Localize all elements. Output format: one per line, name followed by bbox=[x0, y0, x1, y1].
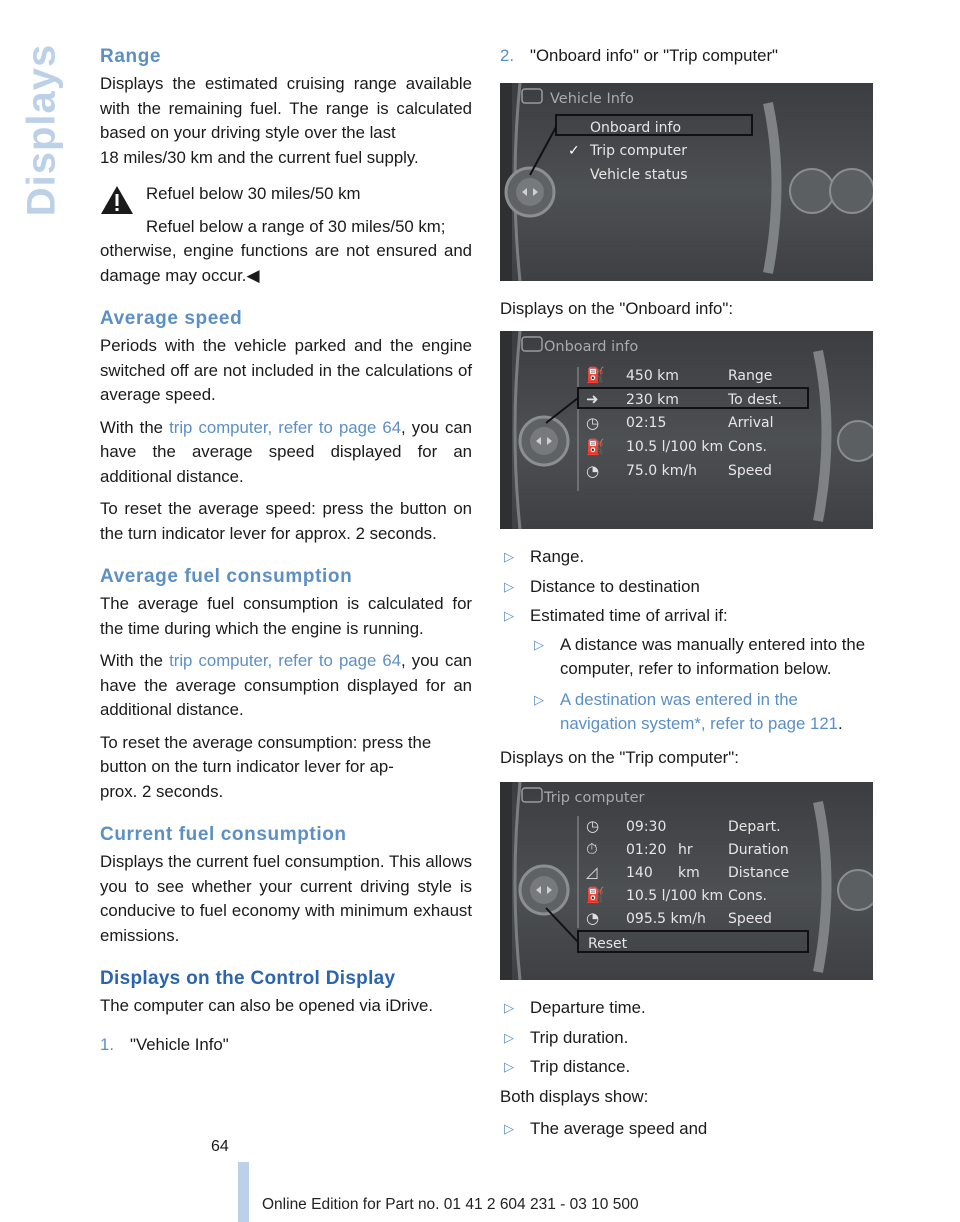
range-value: 450 km bbox=[626, 368, 679, 384]
duration-label: Duration bbox=[728, 842, 789, 858]
screen-title: Vehicle Info bbox=[550, 90, 634, 107]
speed-label: Speed bbox=[728, 911, 772, 927]
right-column bbox=[500, 44, 872, 1147]
consumption-label: Cons. bbox=[728, 888, 767, 904]
fuel-consumption-icon: ⛽ bbox=[586, 886, 605, 904]
warning-line: Refuel below a range of 30 miles/50 km; bbox=[146, 216, 446, 236]
range-paragraph: Displays the estimated cruising range available with the remaining fuel. The range is calculated based on your driving style over the last 18 miles/30 km and the current fuel supply. bbox=[100, 74, 472, 167]
list-item: ▷ A distance was manually entered into the computer, refer to information below. bbox=[534, 634, 866, 678]
fuel-consumption-icon: ⛽ bbox=[586, 438, 605, 456]
trip-computer-screen bbox=[500, 782, 873, 980]
arrival-label: Arrival bbox=[728, 415, 774, 431]
average-fuel-heading: Average fuel consumption bbox=[100, 566, 353, 587]
warning-continuation: otherwise, engine functions are not ensured and damage may occur.◀ bbox=[100, 241, 472, 285]
average-speed-paragraph-1: Periods with the vehicle parked and the engine switched off are not included in the calculations of average speed. bbox=[100, 336, 472, 404]
departure-value: 09:30 bbox=[626, 819, 667, 835]
reset-button[interactable]: Reset bbox=[588, 936, 628, 952]
distance-label: Distance bbox=[728, 865, 790, 881]
trip-computer-link[interactable]: trip computer, refer to page 64 bbox=[169, 651, 402, 670]
trip-computer-intro: Displays on the "Trip computer": bbox=[500, 747, 739, 767]
speed-value: 095.5 km/h bbox=[626, 911, 706, 927]
list-item: ▷ Estimated time of arrival if: ▷ A distance was manually entered into the computer, refer to information below. ▷ A destination was entered in the navigation system*, refer to page 121. bbox=[500, 604, 872, 743]
list-item: ▷ Distance to destination bbox=[504, 576, 700, 596]
average-fuel-paragraph-1: The average fuel consumption is calculated for the time during which the engine is running. bbox=[100, 594, 472, 638]
menu-item-vehicle-status[interactable]: Vehicle status bbox=[590, 166, 688, 183]
arrival-value: 02:15 bbox=[626, 415, 667, 431]
menu-item-onboard-info[interactable]: Onboard info bbox=[590, 119, 682, 136]
speed-label: Speed bbox=[728, 463, 772, 479]
control-display-paragraph: The computer can also be opened via iDrive. bbox=[100, 996, 434, 1015]
range-label: Range bbox=[728, 368, 773, 384]
onboard-info-intro: Displays on the "Onboard info": bbox=[500, 298, 733, 318]
range-heading: Range bbox=[100, 46, 162, 67]
control-display-heading: Displays on the Control Display bbox=[100, 968, 396, 989]
distance-icon: ◿ bbox=[586, 863, 598, 881]
menu-item-trip-computer[interactable]: Trip computer bbox=[590, 142, 687, 159]
average-fuel-paragraph-3: To reset the average consumption: press the button on the turn indicator lever for ap- prox. 2 seconds. bbox=[100, 732, 432, 801]
list-item: ▷ Trip distance. bbox=[504, 1057, 631, 1076]
list-item: ▷ The average speed and bbox=[504, 1119, 708, 1138]
consumption-label: Cons. bbox=[728, 439, 767, 455]
average-speed-paragraph-2: With the trip computer, refer to page 64, you can have the average speed displayed for an additional distance. bbox=[100, 417, 473, 486]
list-item: ▷ A destination was entered in the navigation system*, refer to page 121. bbox=[534, 689, 843, 733]
fuel-pump-icon: ⛽ bbox=[586, 366, 605, 384]
average-speed-heading: Average speed bbox=[100, 308, 243, 329]
edition-footer: Online Edition for Part no. 01 41 2 604 231 - 03 10 500 bbox=[262, 1196, 639, 1213]
destination-arrow-icon: ➜ bbox=[586, 390, 599, 408]
list-item: ▷ Trip duration. bbox=[504, 1027, 629, 1047]
section-tab bbox=[19, 40, 64, 220]
list-item: ▷ Departure time. bbox=[504, 998, 646, 1017]
vehicle-info-screen bbox=[500, 83, 873, 281]
warning-block bbox=[100, 182, 472, 247]
both-bullets bbox=[500, 1117, 872, 1142]
navigation-link[interactable]: A destination was entered in the navigation system*, refer to page 121 bbox=[560, 689, 838, 733]
step-text: "Onboard info" or "Trip computer" bbox=[530, 46, 778, 65]
average-speed-paragraph-3: To reset the average speed: press the button on the turn indicator lever for approx. 2 seconds. bbox=[100, 499, 472, 543]
footer-bar bbox=[238, 1162, 249, 1222]
onboard-info-screen bbox=[500, 331, 873, 529]
departure-clock-icon: ◷ bbox=[586, 817, 600, 835]
to-dest-value: 230 km bbox=[626, 392, 679, 408]
trip-computer-link[interactable]: trip computer, refer to page 64 bbox=[169, 417, 402, 437]
onboard-bullets bbox=[500, 545, 872, 743]
current-fuel-paragraph: Displays the current fuel consumption. This allows you to see whether your current driving style is conducive to fuel economy with minimum exhaust emissions. bbox=[100, 852, 472, 945]
screen-title: Onboard info bbox=[544, 339, 639, 355]
check-icon: ✓ bbox=[568, 142, 580, 159]
duration-value: 01:20 bbox=[626, 842, 667, 858]
screen-title: Trip computer bbox=[544, 790, 645, 806]
arrival-conditions bbox=[530, 633, 872, 737]
to-dest-label: To dest. bbox=[728, 392, 782, 408]
stopwatch-icon: ⏱ bbox=[586, 840, 598, 858]
step-1 bbox=[100, 1033, 472, 1058]
consumption-value: 10.5 l/100 km bbox=[626, 439, 724, 455]
speedometer-icon: ◔ bbox=[586, 462, 600, 480]
both-displays-text: Both displays show: bbox=[500, 1086, 649, 1106]
warning-title: Refuel below 30 miles/50 km bbox=[146, 184, 361, 203]
consumption-value: 10.5 l/100 km bbox=[626, 888, 724, 904]
step-2 bbox=[500, 44, 872, 69]
speedometer-icon: ◔ bbox=[586, 909, 600, 927]
warning-triangle-icon bbox=[100, 185, 134, 215]
section-tab-label: Displays bbox=[19, 43, 64, 217]
left-column bbox=[100, 44, 472, 1057]
step-number: 2. bbox=[500, 46, 514, 65]
speed-value: 75.0 km/h bbox=[626, 463, 697, 479]
current-fuel-heading: Current fuel consumption bbox=[100, 824, 347, 845]
average-fuel-paragraph-2: With the trip computer, refer to page 64, you can have the average consumption displayed for an additional distance. bbox=[100, 651, 473, 719]
distance-unit: km bbox=[678, 865, 700, 881]
page-number: 64 bbox=[211, 1138, 229, 1155]
duration-unit: hr bbox=[678, 842, 693, 858]
departure-label: Depart. bbox=[728, 819, 781, 835]
clock-icon: ◷ bbox=[586, 414, 600, 432]
list-item: ▷ Range. bbox=[504, 547, 585, 566]
step-text: "Vehicle Info" bbox=[130, 1034, 229, 1054]
step-number: 1. bbox=[100, 1034, 114, 1054]
trip-bullets bbox=[500, 996, 872, 1080]
distance-value: 140 bbox=[626, 865, 653, 881]
